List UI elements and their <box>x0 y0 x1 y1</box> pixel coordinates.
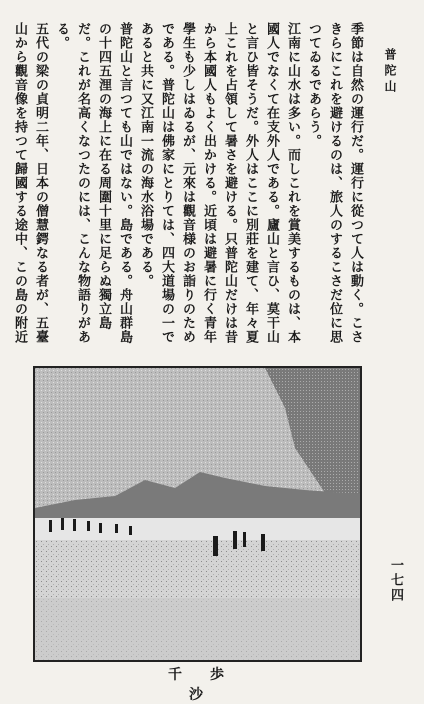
photo-caption: 千歩沙 <box>168 667 252 703</box>
body-text <box>12 22 366 350</box>
page-number: 一七四 <box>388 558 403 603</box>
beach-photograph <box>33 366 362 662</box>
photo-image <box>35 368 360 660</box>
running-header: 普陀山 <box>383 48 397 96</box>
paragraph: 普陀山と言つても山ではない。島である。舟山群島の十四五浬の海上に在る周圍十里に足らぬ獨立島だ。これが名高くなつたのには、こんな物語りがある。 <box>54 22 132 344</box>
paragraph: 季節は自然の運行だ。運行に從つて人は動く。こさきらにこれを避けるのは、旅人のするこさだ位に思つてゐるであらう。 <box>306 22 363 344</box>
paragraph: 江南に山水は多い。而しこれを賞美するものは、本國人でなくて在支外人である。廬山と言ひ、莫干山と言ひ皆そうだ。外人はここに別莊を建て、年々夏上これを占領して暑さを避ける。只普陀山だけは昔から本國人もよく出かける。近頃は避暑に行く青年學生も少しはゐるが、元來は觀音様のお詣りのためである。普陀山は佛家にとりては、四大道場の一であると共に又江南一流の海水浴場である。 <box>138 22 300 344</box>
paragraph: 五代の梁の貞明二年、日本の僧慧鍔なる者が、五臺山から觀音像を持つて歸國する途中、この島の附近 <box>12 22 48 344</box>
